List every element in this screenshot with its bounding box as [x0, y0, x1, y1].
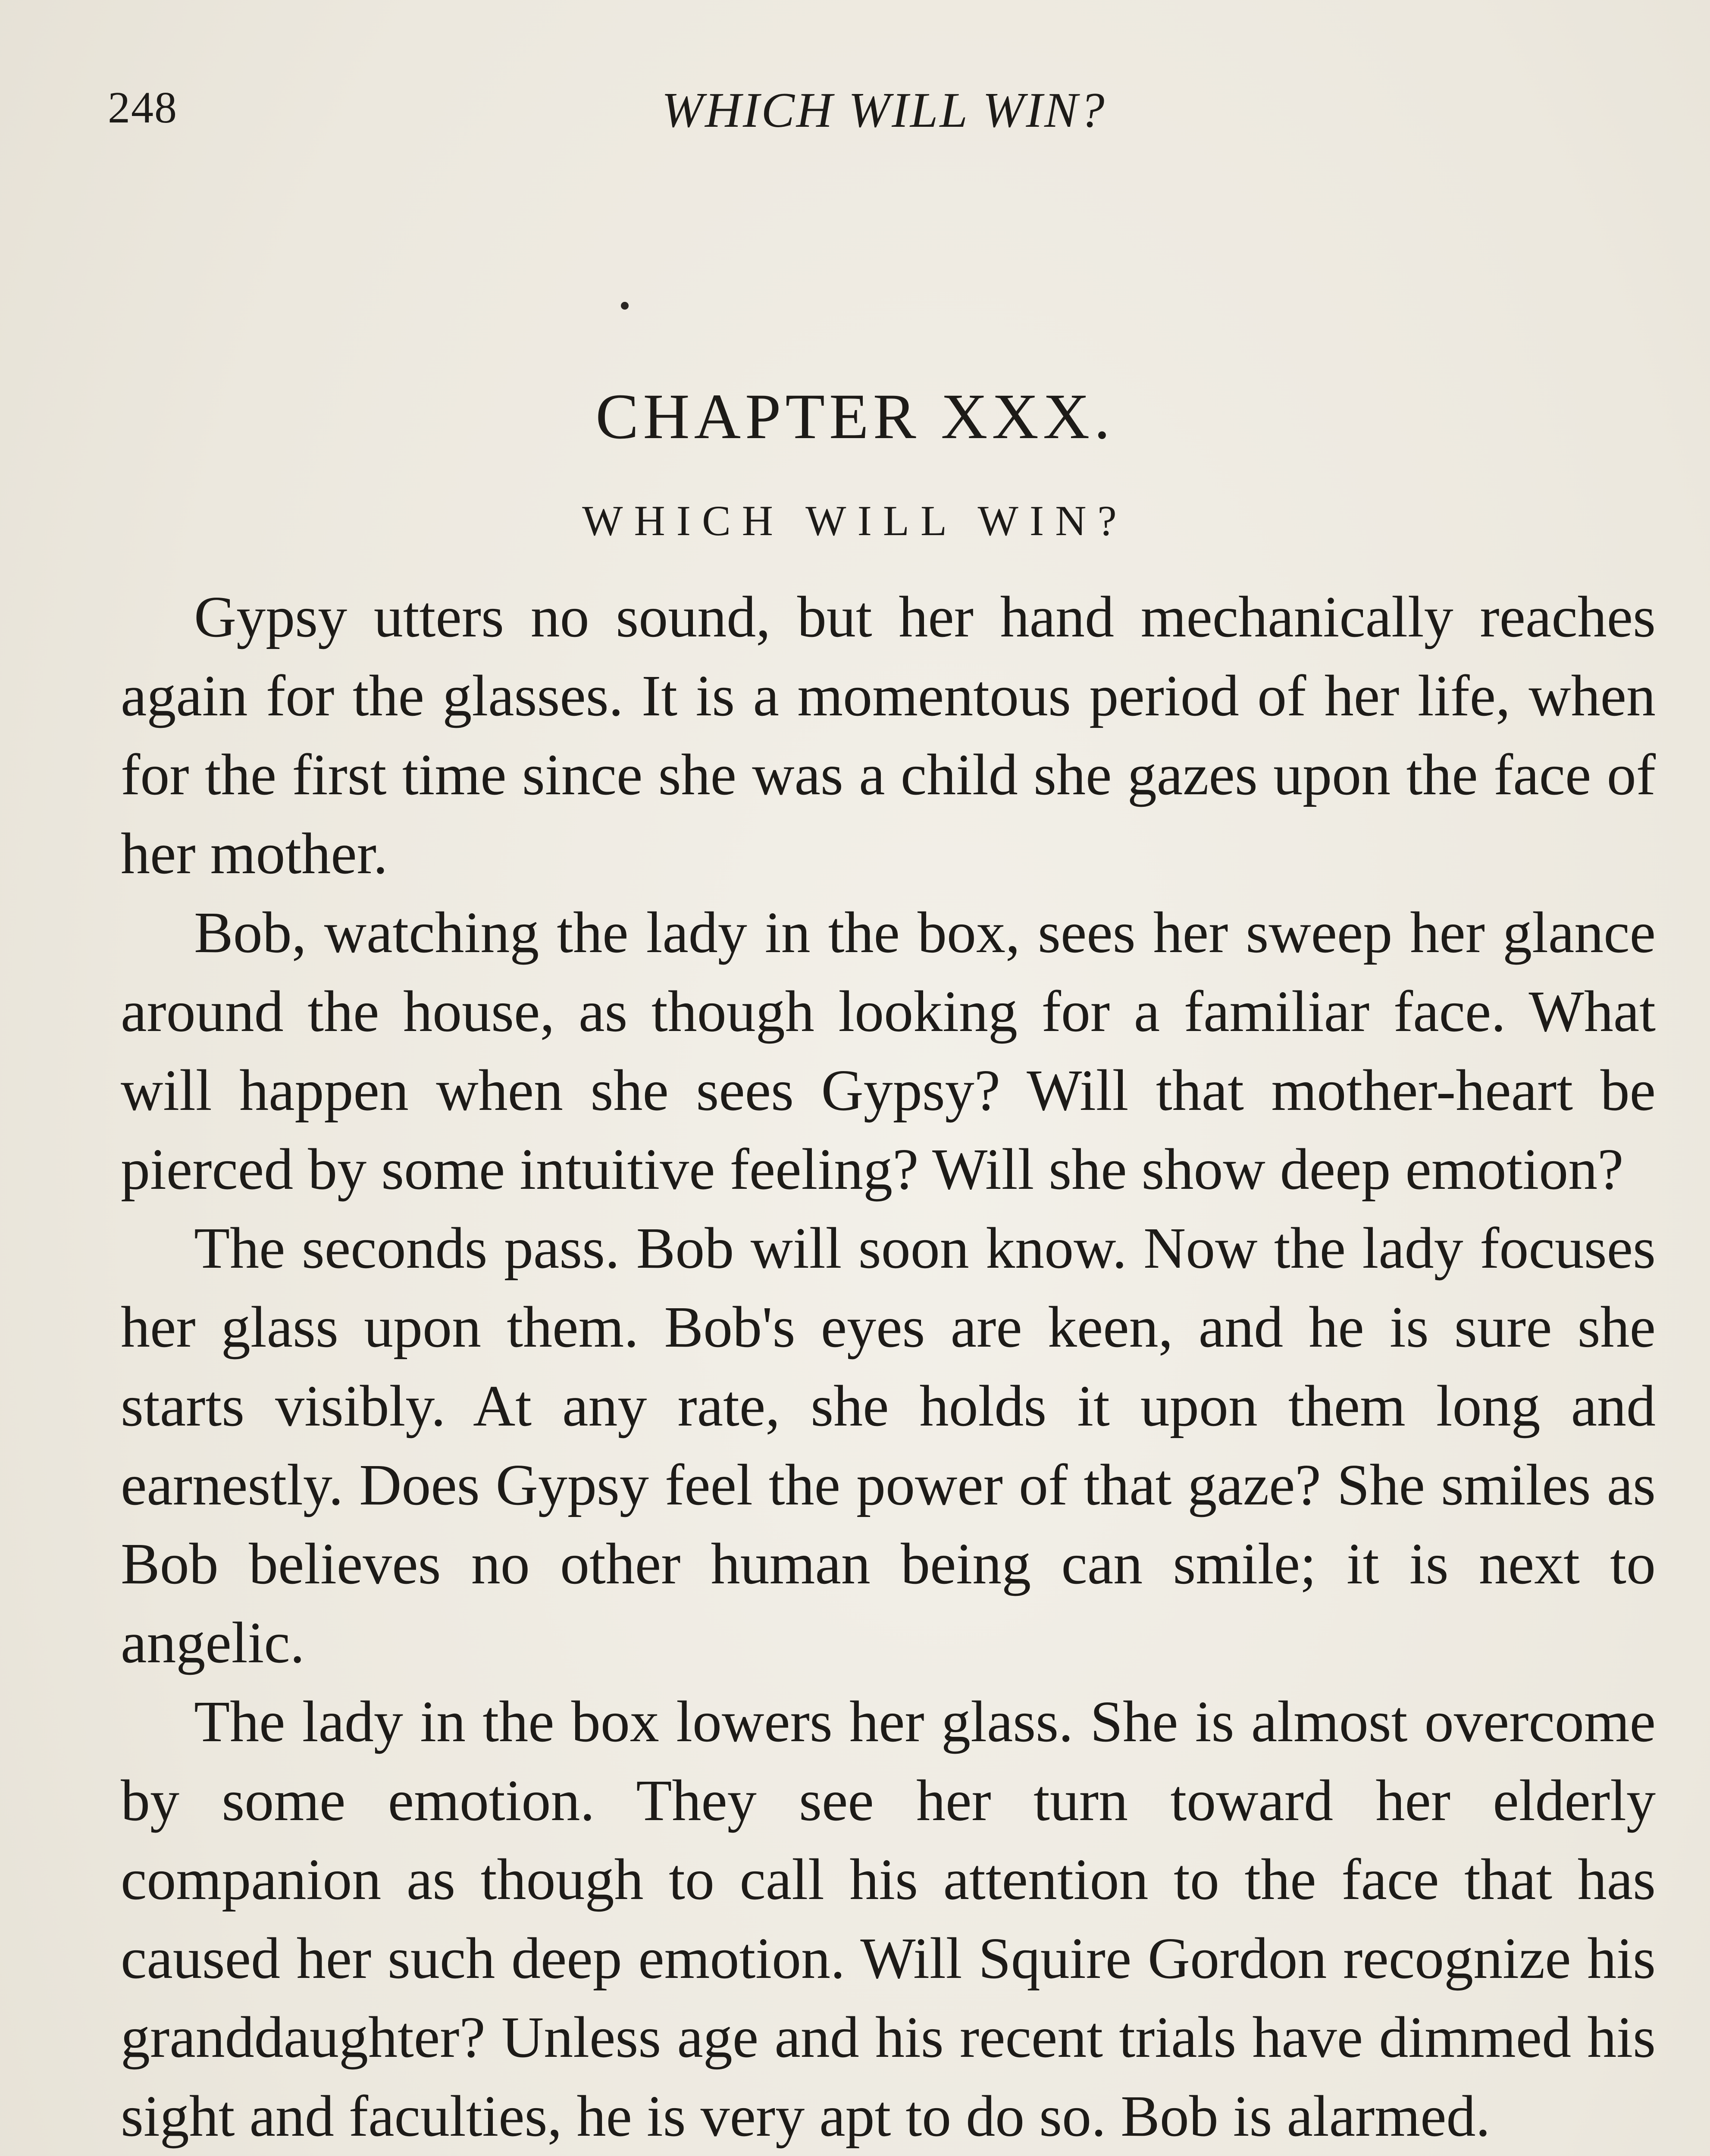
chapter-number: CHAPTER XXX.: [595, 381, 1115, 452]
stray-dot: [621, 302, 629, 310]
page-number: 248: [108, 83, 178, 132]
paragraph: Gypsy utters no sound, but her hand mechanically reaches again for the glasses. It is a momentous period of her life, when for the first time since she was a child she gazes upon the face of her mother.: [121, 585, 1656, 886]
running-head: [108, 82, 1660, 151]
paragraph: The lady in the box lowers her glass. She is almost overcome by some emotion. They see her turn toward her elderly companion as though to call his attention to the face that has caused her such deep emotion. Will Squire Gordon recognize his granddaughter? Unless age and his recent trials have dimmed his sight and faculties, he is very apt to do so. Bob is alarmed.: [121, 1689, 1656, 2149]
paragraph: The seconds pass. Bob will soon know. Now the lady focuses her glass upon them. Bob's eyes are keen, and he is sure she starts visibly. At any rate, she holds it upon them long and earnestly. Does Gypsy feel the power of that gaze? She smiles as Bob believes no other human being can smile; it is next to angelic.: [121, 1216, 1656, 1675]
paragraph: Bob, watching the lady in the box, sees her sweep her glance around the house, as though looking for a familiar face. What will happen when she sees Gypsy? Will that mother-heart be pierced by some intuitive feeling? Will she show deep emotion?: [121, 900, 1656, 1202]
chapter-title: WHICH WILL WIN?: [582, 497, 1128, 545]
running-title: WHICH WILL WIN?: [661, 83, 1106, 138]
chapter-body: [121, 578, 1656, 2156]
